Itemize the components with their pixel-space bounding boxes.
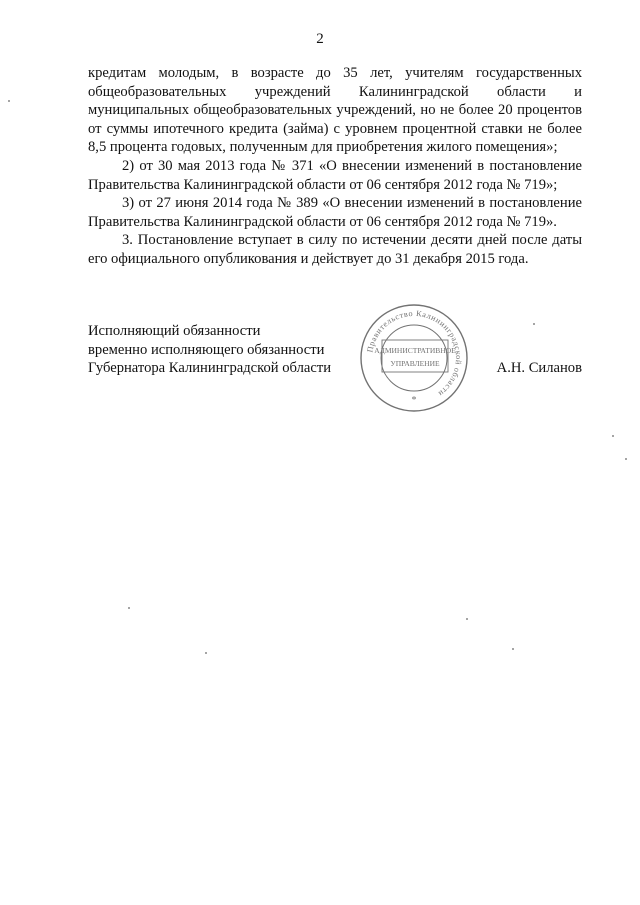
scan-speck: [8, 100, 10, 102]
stamp-ring-text: Правительство Калининградской области: [365, 308, 464, 399]
scan-speck: [625, 458, 627, 460]
scan-speck: [612, 435, 614, 437]
paragraph-item-2: 2) от 30 мая 2013 года № 371 «О внесении изменений в постановление Правительства Калининградской области от 06 сентября 2012 года № 719»;: [88, 157, 582, 193]
signatory-title-line-1: Исполняющий обязанности: [88, 323, 261, 339]
stamp-center-line-1: АДМИНИСТРАТИВНОЕ: [374, 346, 456, 355]
scan-speck: [512, 648, 514, 650]
stamp-center-line-2: УПРАВЛЕНИЕ: [390, 359, 440, 368]
paragraph-continuation: кредитам молодым, в возрасте до 35 лет, учителям государственных общеобразовательных учреждений Калининградской области и муниципальных общеобразовательных учреждений, но не более 20 процентов от суммы ипотечного кредита (займа) с уровнем процентной ставки не более 8,5 процента годовых, полученным для приобретения жилого помещения»;: [88, 65, 582, 156]
scan-speck: [128, 607, 130, 609]
signatory-title-line-2: временно исполняющего обязанности: [88, 341, 325, 358]
scan-speck: [205, 652, 207, 654]
scan-speck: [533, 323, 535, 325]
signature-block: [88, 308, 582, 432]
official-stamp: [358, 302, 470, 414]
paragraph-item-3: 3) от 27 июня 2014 года № 389 «О внесении изменений в постановление Правительства Калининградской области от 06 сентября 2012 года № 719».: [88, 195, 582, 230]
scan-speck: [466, 618, 468, 620]
signatory-title-line-3: Губернатора Калининградской области: [88, 360, 332, 377]
stamp-star-icon: *: [411, 395, 417, 406]
signatory-title: [88, 322, 331, 378]
stamp-inner-ring: [381, 325, 447, 391]
document-body: [88, 64, 582, 269]
signatory-name: А.Н. Силанов: [496, 360, 582, 376]
page-number: 2: [316, 31, 324, 47]
paragraph-effective-date: 3. Постановление вступает в силу по истечении десяти дней после даты его официального опубликования и действует до 31 декабря 2015 года.: [88, 232, 582, 267]
